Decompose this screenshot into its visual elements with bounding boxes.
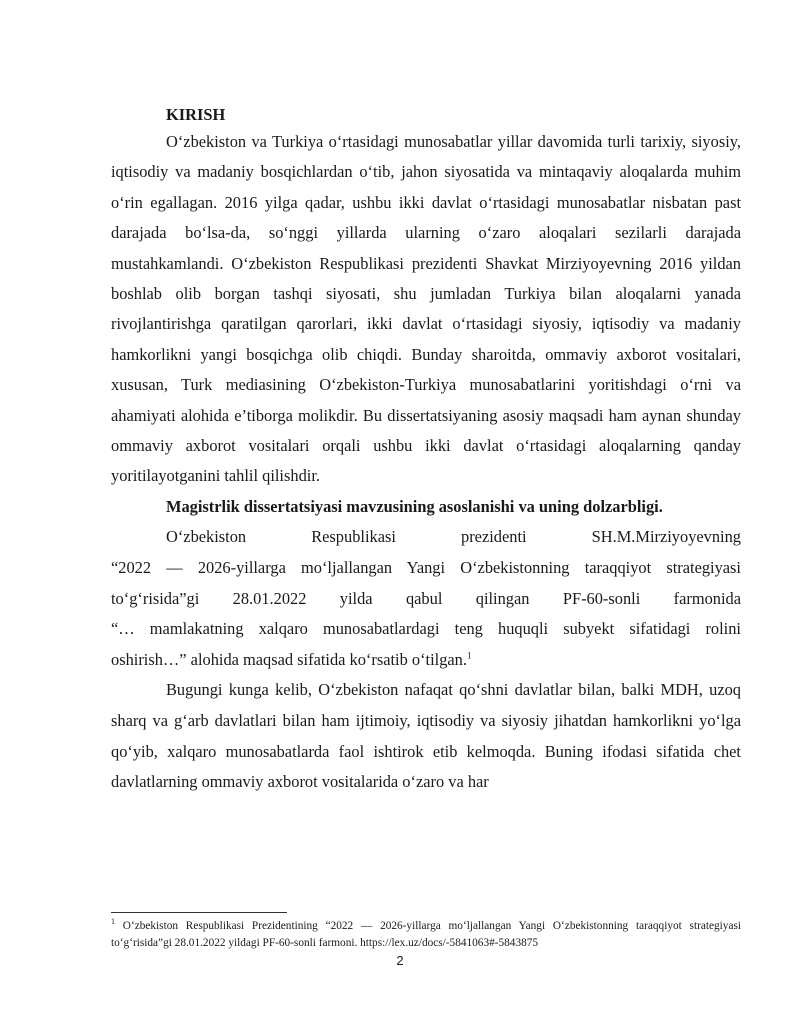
relevance-paragraph: [111, 522, 741, 675]
page-number: 2: [396, 953, 404, 968]
relevance-line: O‘zbekiston Respublikasi prezidenti SH.M.Mirziyoyevning: [166, 527, 741, 547]
relevance-last-line: [111, 645, 741, 676]
footnote: [111, 918, 741, 952]
relevance-line: to‘g‘risida”gi 28.01.2022 yilda qabul qilingan PF-60-sonli farmonida: [111, 588, 741, 608]
cooperation-paragraph: Bugungi kunga kelib, O‘zbekiston nafaqat qo‘shni davlatlar bilan, balki MDH, uzoq sharq va g‘arb davlatlari bilan ham ijtimoiy, iqtisodiy va siyosiy jihatdan hamkorlikni yo‘lga qo‘yib, xalqaro munosabatlarda faol ishtirok etib kelmoqda. Buning ifodasi sifatida chet davlatlarning ommaviy axborot vositalarida o‘zaro va har: [111, 680, 741, 792]
intro-paragraph: O‘zbekiston va Turkiya o‘rtasidagi munosabatlar yillar davomida turli tarixiy, siyosiy, iqtisodiy va madaniy bosqichlardan o‘tib, jahon siyosatida va mintaqaviy aloqalarda muhim o‘rin egallagan. 2016 yilga qadar, ushbu ikki davlat o‘rtasidagi munosabatlar nisbatan past darajada bo‘lsa-da, so‘nggi yillarda ularning o‘zaro aloqalari sezilarli darajada mustahkamlandi. O‘zbekiston Respublikasi prezidenti Shavkat Mirziyoyevning 2016 yildan boshlab olib borgan tashqi siyosati, shu jumladan Turkiya bilan aloqalarni yanada rivojlantirishga qaratilgan qarorlari, ikki davlat o‘rtasidagi siyosiy, iqtisodiy va madaniy hamkorlikni yangi bosqichga olib chiqdi. Bunday sharoitda, ommaviy axborot vositalari, xususan, Turk mediasining O‘zbekiston-Turkiya munosabatlarini yoritishdagi o‘rni va ahamiyati alohida e’tiborga molikdir. Bu dissertatsiyaning asosiy maqsadi ham aynan shunday ommaviy axborot vositalari orqali ushbu ikki davlat o‘rtasidagi aloqalarning qanday yoritilayotganini tahlil qilishdir.: [111, 132, 741, 486]
footnote-text[interactable]: O‘zbekiston Respublikasi Prezidentining “2022 — 2026-yillarga mo‘ljallangan Yangi O‘zbekistonning taraqqiyot strategiyasi to‘g‘risida”gi 28.01.2022 yildagi PF-60-sonli farmoni. https://lex.uz/docs/-5841063#-5843875: [111, 920, 741, 949]
relevance-line: “2022 — 2026-yillarga mo‘ljallangan Yangi O‘zbekistonning taraqqiyot strategiyasi: [111, 558, 741, 578]
relevance-line: oshirish…” alohida maqsad sifatida ko‘rsatib o‘tilgan.: [111, 649, 467, 669]
relevance-line: “… mamlakatning xalqaro munosabatlardagi teng huquqli subyekt sifatidagi rolini: [111, 619, 741, 639]
subheading: Magistrlik dissertatsiyasi mavzusining asoslanishi va uning dolzarbligi.: [166, 496, 663, 516]
page-body: [111, 102, 741, 798]
section-heading: KIRISH: [166, 105, 226, 124]
footnote-number: 1: [111, 917, 115, 927]
footnote-divider: [111, 912, 287, 913]
footnote-reference[interactable]: 1: [466, 650, 472, 661]
